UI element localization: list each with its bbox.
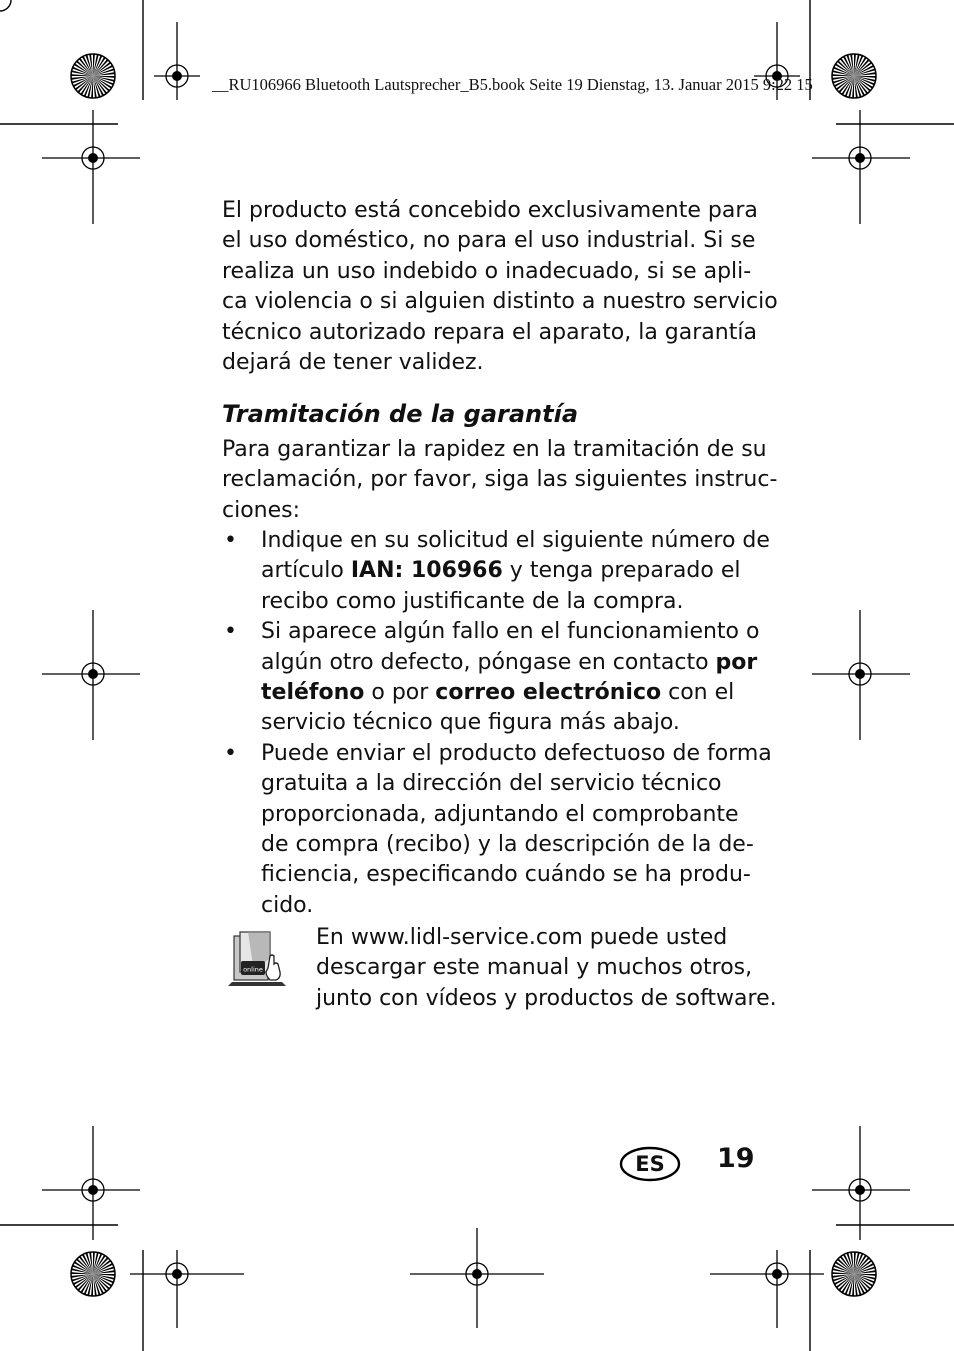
- intro-paragraph: [222, 196, 778, 378]
- note-line: junto con vídeos y productos de software.: [316, 985, 777, 1011]
- intro-line: ca violencia o si alguien distinto a nuestro servicio: [222, 289, 778, 315]
- list-line: gratuita a la dirección del servicio técnico: [261, 771, 722, 797]
- lead-line: reclamación, por favor, siga las siguientes instruc-: [222, 467, 778, 493]
- page-number: 19: [717, 1143, 755, 1174]
- text-run: algún otro defecto, póngase en contacto: [261, 649, 716, 675]
- list-item: [222, 739, 772, 921]
- list-line: cido.: [261, 892, 314, 918]
- section-heading: Tramitación de la garantía: [222, 400, 579, 428]
- section-lead: [222, 435, 778, 526]
- print-slug: __RU106966 Bluetooth Lautsprecher_B5.book Seite 19 Dienstag, 13. Januar 2015 9:22 15: [212, 75, 813, 94]
- bold-run: teléfono: [261, 680, 365, 706]
- starburst-target: [832, 54, 876, 98]
- intro-line: dejará de tener validez.: [222, 350, 484, 376]
- online-note: [316, 923, 777, 1014]
- instruction-list: [222, 526, 772, 921]
- text-run: con el: [661, 680, 735, 706]
- note-line: En www.lidl-service.com puede usted: [316, 925, 728, 950]
- intro-line: realiza un uso indebido o inadecuado, si se apli-: [222, 258, 752, 284]
- bold-run: por: [715, 649, 758, 675]
- ian-number: IAN: 106966: [350, 558, 503, 584]
- bold-run: correo electrónico: [435, 680, 662, 706]
- list-item: [222, 526, 770, 617]
- list-line: [261, 556, 762, 586]
- lead-line: ciones:: [222, 497, 301, 523]
- text-run: o por: [364, 680, 436, 706]
- language-badge: [619, 1146, 681, 1182]
- starburst-target: [832, 1252, 876, 1296]
- list-line: recibo como justificante de la compra.: [261, 588, 684, 614]
- list-line: Puede enviar el producto defectuoso de forma: [261, 740, 772, 766]
- list-item: [222, 617, 762, 739]
- list-line: ficiencia, especificando cuándo se ha produ-: [261, 862, 751, 888]
- list-line: Indique en su solicitud el siguiente número de: [261, 528, 770, 553]
- bullet-dot: •: [224, 619, 237, 645]
- icon-label: online: [243, 965, 263, 974]
- starburst-target: [71, 54, 115, 98]
- language-code: ES: [635, 1152, 665, 1176]
- list-line: [261, 678, 762, 708]
- lidl-online-manual-icon: [226, 928, 288, 990]
- note-line: descargar este manual y muchos otros,: [316, 955, 753, 981]
- text-run: artículo: [261, 558, 351, 584]
- intro-line: El producto está concebido exclusivamente para: [222, 198, 758, 223]
- intro-line: técnico autorizado repara el aparato, la garantía: [222, 319, 757, 345]
- list-line: proporcionada, adjuntando el comprobante: [261, 801, 739, 827]
- intro-line: el uso doméstico, no para el uso industrial. Si se: [222, 228, 756, 254]
- bullet-dot: •: [224, 528, 237, 553]
- bullet-dot: •: [224, 740, 237, 766]
- list-line: [261, 648, 762, 678]
- list-line: Si aparece algún fallo en el funcionamiento o: [261, 619, 760, 645]
- text-run: y tenga preparado el: [502, 558, 741, 584]
- starburst-target: [71, 1252, 115, 1296]
- lead-line: Para garantizar la rapidez en la tramitación de su: [222, 437, 767, 462]
- list-line: de compra (recibo) y la descripción de la de-: [261, 832, 754, 858]
- list-line: servicio técnico que figura más abajo.: [261, 710, 680, 736]
